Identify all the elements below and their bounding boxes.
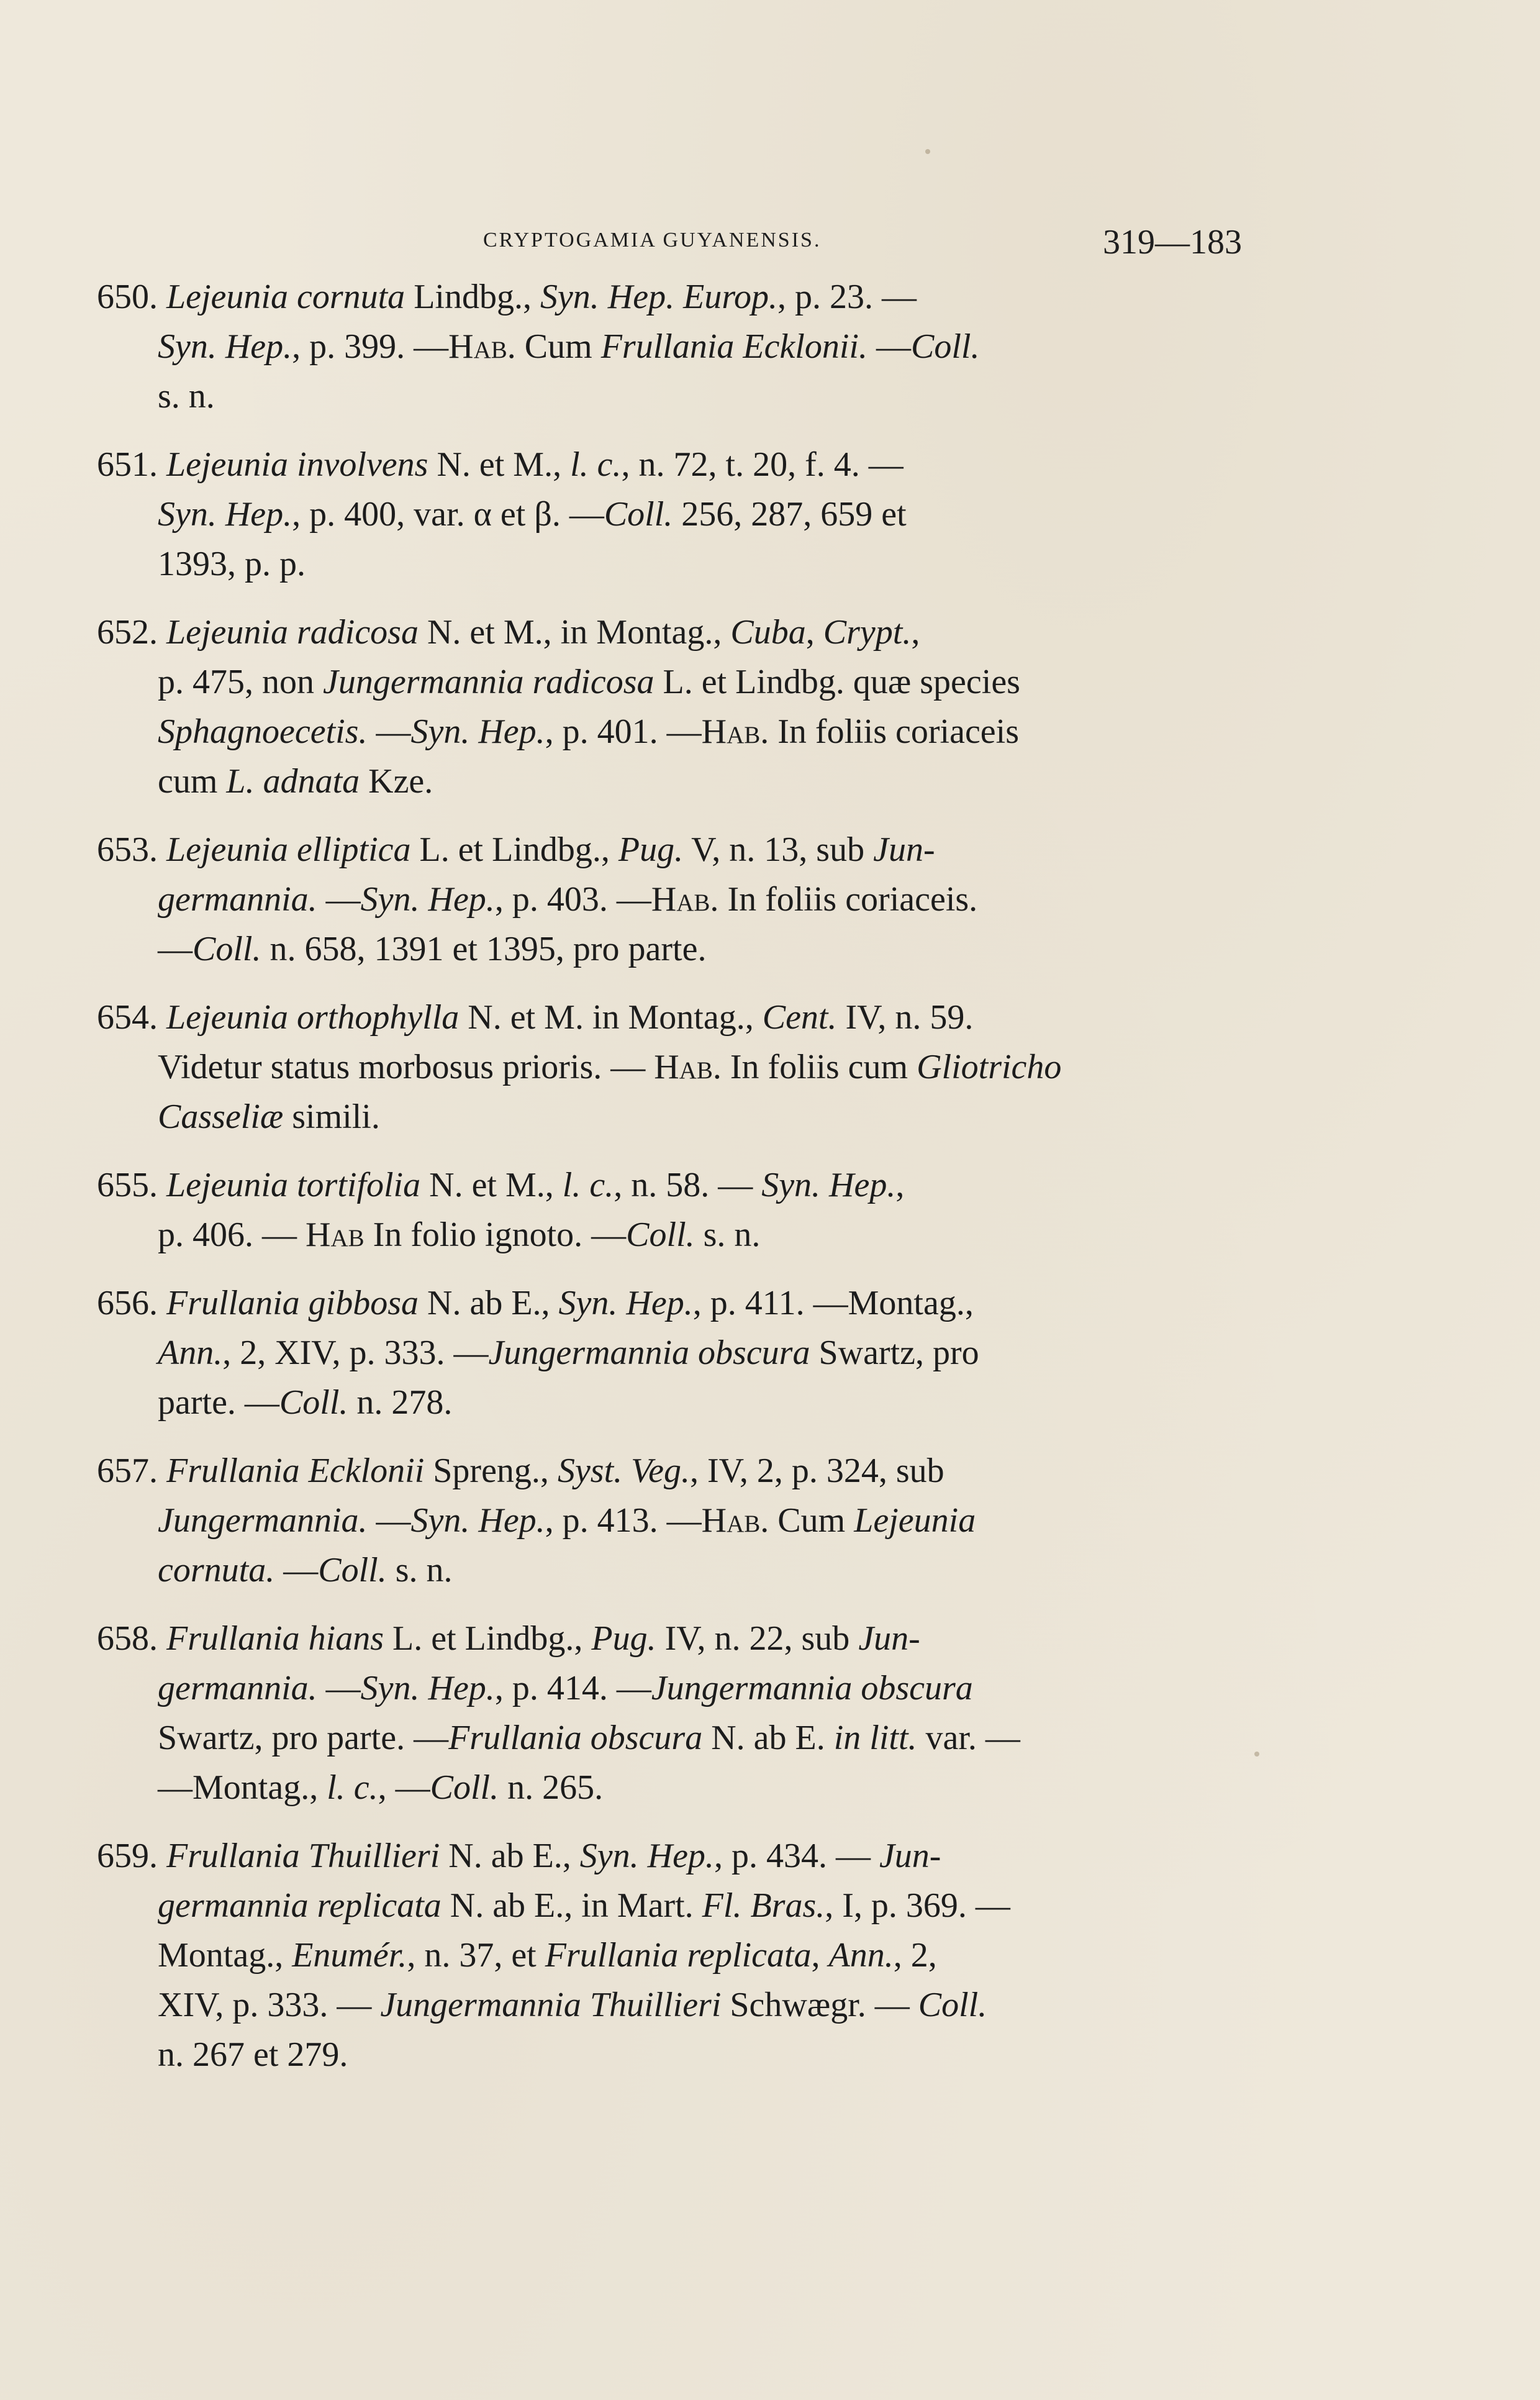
italic-text: Frullania Ecklonii. [600,327,867,366]
text-segment: N. et M., [420,1166,563,1204]
text-segment: — [317,1669,361,1707]
italic-text: Coll. [279,1383,348,1422]
italic-text: l. c. [570,445,622,484]
species-entry [97,1278,1241,1427]
italic-text: Jun- [879,1837,941,1875]
running-title: CRYPTOGAMIA GUYANENSIS. [483,229,822,252]
text-segment: In foliis coriaceis [769,712,1020,751]
text-segment: , [805,613,823,652]
text-segment: p. 406. — [158,1216,306,1254]
italic-text: Coll. [430,1768,499,1807]
species-entry [97,1614,1241,1812]
text-segment: n. 265. [499,1768,604,1807]
entry-continuation-line [97,707,1241,757]
italic-text: Cuba [730,613,806,652]
text-segment: N. ab E. [702,1719,834,1757]
entry-continuation-line [97,1763,1241,1812]
text-segment: parte. — [158,1383,279,1422]
italic-text: Coll. [918,1986,987,2024]
italic-text: germannia replicata [158,1886,442,1925]
text-segment: — [158,930,192,968]
text-segment: Videtur status morbosus prioris. — [158,1048,654,1086]
italic-text: Cent. [762,998,837,1037]
italic-text: Frullania Ecklonii [166,1452,425,1490]
text-segment: V, n. 13, sub [683,830,874,869]
species-entry [97,1831,1241,2080]
text-segment: 659. [97,1837,166,1875]
entry-continuation-line [97,1980,1241,2030]
text-segment: n. 658, 1391 et 1395, pro parte. [261,930,707,968]
entry-continuation-line [97,657,1241,707]
italic-text: Pug. [618,830,684,869]
italic-text: Coll. [604,495,673,534]
text-segment: , p. 400, var. α et β. — [292,495,604,534]
entry-continuation-line [97,924,1241,974]
text-segment: 657. [97,1452,166,1490]
text-segment: , 2, XIV, p. 333. — [222,1334,489,1372]
text-segment: N. et M., [428,445,571,484]
species-entry [97,825,1241,974]
species-entry [97,1446,1241,1595]
entry-first-line [97,1160,1241,1210]
text-segment: , [895,1166,905,1204]
italic-text: Jungermannia. [158,1501,368,1540]
text-segment: 655. [97,1166,166,1204]
species-entry [97,440,1241,589]
paper-speck [925,149,930,154]
italic-text: Syn. Hep. [761,1166,896,1204]
small-caps-text: Hab. [701,1501,769,1540]
page-header [483,222,1242,260]
entry-continuation-line [97,1930,1241,1980]
italic-text: Syst. Veg. [557,1452,690,1490]
italic-text: germannia. [158,1669,317,1707]
text-segment: In foliis cum [721,1048,917,1086]
text-segment: , n. 37, et [407,1936,545,1975]
italic-text: Coll. [192,930,261,968]
entry-continuation-line [97,757,1241,806]
text-segment: In foliis coriaceis. [718,880,978,919]
text-segment: 652. [97,613,166,652]
entry-continuation-line [97,1092,1241,1142]
entry-first-line [97,607,1241,657]
text-segment: Cum [515,327,601,366]
text-segment: N. ab E., [419,1284,559,1322]
text-segment: p. 475, non [158,663,323,701]
text-segment: simili. [283,1098,380,1136]
entry-continuation-line [97,371,1241,421]
species-list [97,272,1241,2098]
text-segment: s. n. [158,377,215,416]
text-segment: , p. 23. — [777,278,917,316]
italic-text: Sphagnoecetis. [158,712,368,751]
entry-continuation-line [97,1042,1241,1092]
italic-text: Gliotricho [917,1048,1062,1086]
entry-continuation-line [97,875,1241,924]
italic-text: Ann. [158,1334,223,1372]
text-segment: , p. 403. — [494,880,651,919]
text-segment: , p. 411. —Montag., [692,1284,974,1322]
italic-text: Frullania hians [166,1619,384,1658]
text-segment: Schwægr. — [721,1986,918,2024]
entry-first-line [97,1614,1241,1663]
entry-continuation-line [97,1328,1241,1378]
text-segment: n. 267 et 279. [158,2035,348,2074]
italic-text: Frullania Thuillieri [166,1837,440,1875]
italic-text: Crypt. [823,613,912,652]
italic-text: Frullania replicata [545,1936,812,1975]
entry-continuation-line [97,1210,1241,1260]
italic-text: l. c. [327,1768,378,1807]
text-segment: —Montag., [158,1768,327,1807]
small-caps-text: Hab. [448,327,516,366]
text-segment: 656. [97,1284,166,1322]
text-segment: L. et Lindbg. quæ species [654,663,1020,701]
text-segment: L. et Lindbg., [384,1619,592,1658]
text-segment: 651. [97,445,166,484]
italic-text: Syn. Hep. [410,712,545,751]
small-caps-text: Hab [306,1216,365,1254]
species-entry [97,993,1241,1142]
italic-text: Lejeunia [854,1501,976,1540]
text-segment: , — [378,1768,430,1807]
italic-text: Lejeunia involvens [166,445,428,484]
entry-continuation-line [97,1496,1241,1545]
italic-text: Coll. [910,327,980,366]
text-segment: n. 278. [348,1383,453,1422]
italic-text: Syn. Hep. Europ. [540,278,778,316]
text-segment: , [811,1936,829,1975]
italic-text: Syn. Hep. [158,327,292,366]
entry-first-line [97,1278,1241,1328]
entry-continuation-line [97,1713,1241,1763]
italic-text: Jungermannia radicosa [323,663,654,701]
text-segment: IV, n. 22, sub [656,1619,859,1658]
italic-text: Jungermannia obscura [488,1334,810,1372]
italic-text: Lejeunia elliptica [166,830,411,869]
italic-text: Syn. Hep. [579,1837,714,1875]
text-segment: N. et M., in Montag., [418,613,731,652]
italic-text: Frullania obscura [448,1719,703,1757]
species-entry [97,607,1241,806]
italic-text: Syn. Hep. [360,880,495,919]
text-segment: , 2, [893,1936,937,1975]
species-entry [97,272,1241,421]
italic-text: germannia. [158,880,317,919]
text-segment: Cum [769,1501,854,1540]
italic-text: Coll. [318,1551,387,1589]
text-segment: IV, n. 59. [836,998,974,1037]
text-segment: Montag., [158,1936,292,1975]
italic-text: Coll. [626,1216,695,1254]
entry-first-line [97,993,1241,1042]
text-segment: — [867,327,911,366]
text-segment: 653. [97,830,166,869]
entry-continuation-line [97,489,1241,539]
entry-first-line [97,440,1241,489]
small-caps-text: Hab. [654,1048,722,1086]
page-number: 319—183 [1103,223,1242,261]
text-segment: Swartz, pro parte. — [158,1719,449,1757]
italic-text: Lejeunia orthophylla [166,998,460,1037]
text-segment: — [367,712,411,751]
entry-continuation-line [97,539,1241,589]
text-segment: — [367,1501,411,1540]
entry-continuation-line [97,1545,1241,1595]
italic-text: Jun- [873,830,935,869]
italic-text: Ann. [828,1936,894,1975]
text-segment: In folio ignoto. — [364,1216,627,1254]
italic-text: Pug. [591,1619,656,1658]
text-segment: 654. [97,998,166,1037]
text-segment: var. — [917,1719,1020,1757]
text-segment: , p. 413. — [545,1501,702,1540]
text-segment: , n. 58. — [614,1166,762,1204]
small-caps-text: Hab. [701,712,769,751]
italic-text: L. adnata [226,762,360,801]
text-segment: 658. [97,1619,166,1658]
entry-continuation-line [97,2030,1241,2080]
italic-text: Frullania gibbosa [166,1284,419,1322]
text-segment: , p. 434. — [713,1837,879,1875]
text-segment: XIV, p. 333. — [158,1986,381,2024]
text-segment: , IV, 2, p. 324, sub [690,1452,944,1490]
entry-continuation-line [97,1378,1241,1427]
italic-text: Lejeunia cornuta [166,278,405,316]
small-caps-text: Hab. [651,880,719,919]
text-segment: 650. [97,278,166,316]
text-segment: , I, p. 369. — [825,1886,1010,1925]
text-segment: — [274,1551,319,1589]
text-segment: N. ab E., [440,1837,580,1875]
text-segment: 256, 287, 659 et [673,495,907,534]
italic-text: in litt. [833,1719,917,1757]
species-entry [97,1160,1241,1260]
text-segment: — [317,880,361,919]
italic-text: Enumér. [292,1936,407,1975]
entry-first-line [97,1446,1241,1496]
text-segment: 1393, p. p. [158,545,306,583]
italic-text: Fl. Bras. [702,1886,825,1925]
entry-first-line [97,272,1241,322]
text-segment: , n. 72, t. 20, f. 4. — [621,445,904,484]
text-segment: Kze. [360,762,433,801]
entry-continuation-line [97,322,1241,371]
italic-text: Syn. Hep. [558,1284,693,1322]
italic-text: cornuta. [158,1551,275,1589]
italic-text: Jungermannia obscura [651,1669,973,1707]
text-segment: Lindbg., [405,278,540,316]
text-segment: , p. 399. — [292,327,449,366]
text-segment: N. ab E., in Mart. [441,1886,702,1925]
text-segment: , p. 401. — [545,712,702,751]
entry-first-line [97,825,1241,875]
entry-continuation-line [97,1663,1241,1713]
text-segment: N. et M. in Montag., [459,998,763,1037]
text-segment: , p. 414. — [494,1669,651,1707]
text-segment: , [911,613,920,652]
italic-text: Lejeunia tortifolia [166,1166,421,1204]
text-segment: cum [158,762,227,801]
italic-text: Lejeunia radicosa [166,613,419,652]
text-segment: Spreng., [424,1452,558,1490]
italic-text: Syn. Hep. [158,495,292,534]
italic-text: l. c. [562,1166,614,1204]
text-segment: Swartz, pro [810,1334,979,1372]
italic-text: Syn. Hep. [410,1501,545,1540]
text-segment: L. et Lindbg., [410,830,618,869]
entry-first-line [97,1831,1241,1881]
text-segment: s. n. [694,1216,761,1254]
italic-text: Jungermannia Thuillieri [380,1986,722,2024]
paper-speck [1254,1752,1259,1757]
italic-text: Syn. Hep. [360,1669,495,1707]
italic-text: Jun- [858,1619,920,1658]
entry-continuation-line [97,1881,1241,1930]
italic-text: Casseliæ [158,1098,284,1136]
text-segment: s. n. [386,1551,453,1589]
